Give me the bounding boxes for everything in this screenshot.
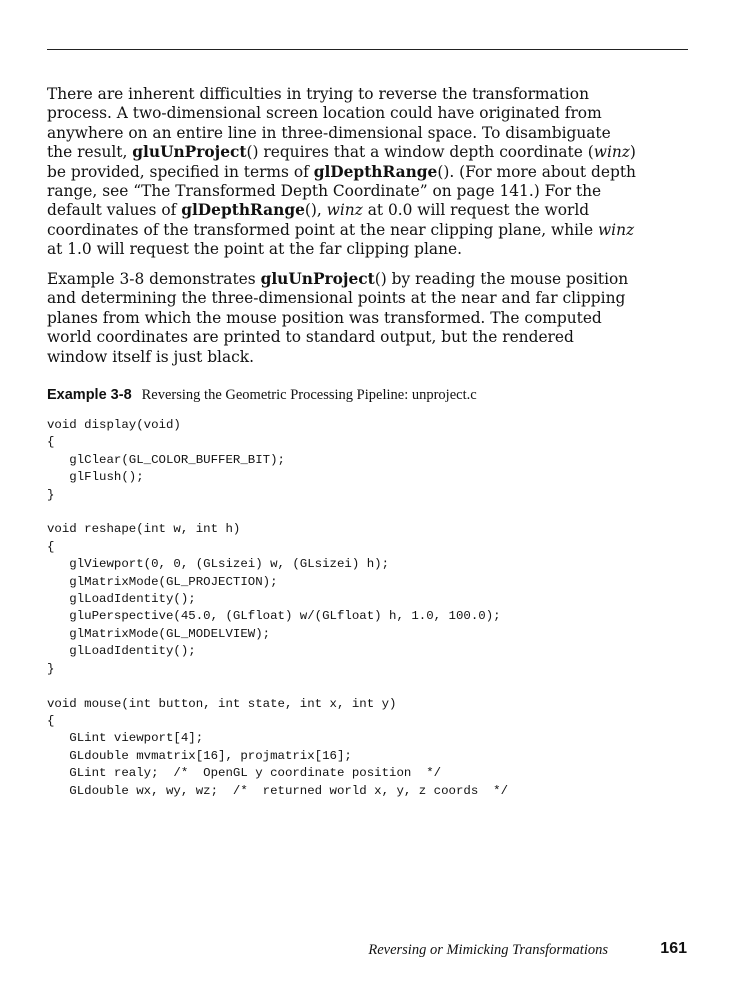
footer-section-title: Reversing or Mimicking Transformations (368, 942, 608, 958)
page-number: 161 (660, 940, 687, 957)
code-line: { (47, 435, 55, 450)
paragraph1-run-1: gluUnProject (132, 143, 247, 162)
code-line: glMatrixMode(GL_PROJECTION); (47, 574, 278, 589)
code-line: void reshape(int w, int h) (47, 522, 241, 537)
paragraph1-run-11: winz (597, 220, 635, 239)
code-line: void display(void) (47, 418, 181, 432)
paragraph1-run-5: glDepthRange (313, 162, 438, 181)
paragraph-intro (47, 85, 637, 260)
paragraph2-run-0: Example 3-8 demonstrates (47, 270, 261, 288)
code-line: glFlush(); (47, 470, 144, 485)
paragraph1-run-7: glDepthRange (181, 201, 305, 220)
code-line: { (47, 713, 55, 728)
example-title: Reversing the Geometric Processing Pipeline: unproject.c (141, 387, 477, 403)
paragraph1-run-10: at 0.0 will request the world coordinates of the transformed point at the near clipping plane, while (47, 201, 598, 239)
example-caption (47, 386, 477, 404)
paragraph2-run-2: () by reading the mouse position and determining the three-dimensional points at the near and far clipping planes from which the mouse position was transformed. The computed world coordinates are printed to standard output, but the rendered window itself is just black. (47, 270, 629, 366)
code-line: glMatrixMode(GL_MODELVIEW); (47, 626, 271, 641)
code-line: glViewport(0, 0, (GLsizei) w, (GLsizei) h); (47, 557, 390, 572)
code-line: gluPerspective(45.0, (GLfloat) w/(GLfloat) h, 1.0, 100.0); (47, 609, 501, 624)
paragraph1-run-2: () requires that a window depth coordinate ( (246, 143, 594, 162)
code-line: glClear(GL_COLOR_BUFFER_BIT); (47, 452, 285, 467)
paragraph1-run-6: (). (For more about depth range, see “The Transformed Depth Coordinate” on page 141.) For the default values of (47, 162, 636, 220)
paragraph1-run-8: (), (304, 201, 327, 220)
code-line: } (47, 661, 55, 676)
paragraph1-run-3: winz (593, 143, 630, 162)
paragraph1-run-9: winz (326, 201, 363, 220)
code-line: glLoadIdentity(); (47, 644, 196, 659)
paragraph1-run-4: ) be provided, specified in terms of (47, 143, 636, 181)
code-line: GLdouble mvmatrix[16], projmatrix[16]; (47, 748, 352, 763)
example-label: Example 3-8 (47, 387, 132, 403)
paragraph2-run-1: gluUnProject (260, 270, 375, 288)
paragraph1-run-0: There are inherent difficulties in trying to reverse the transformation process. A two-dimensional screen location could have originated from anywhere on an entire line in three-dimensional space. To disambiguate the result, (47, 85, 611, 162)
code-line: GLint viewport[4]; (47, 731, 204, 746)
paragraph-example-description (47, 270, 637, 367)
header-rule (47, 49, 688, 50)
code-line: } (47, 487, 55, 502)
code-line: glLoadIdentity(); (47, 592, 196, 607)
code-line: GLint realy; /* OpenGL y coordinate position */ (47, 766, 442, 781)
paragraph1-run-12: at 1.0 will request the point at the far clipping plane. (47, 240, 462, 259)
code-line: { (47, 539, 55, 554)
code-listing (47, 417, 508, 800)
code-line: void mouse(int button, int state, int x, int y) (47, 696, 397, 711)
code-line: GLdouble wx, wy, wz; /* returned world x, y, z coords */ (47, 783, 509, 798)
